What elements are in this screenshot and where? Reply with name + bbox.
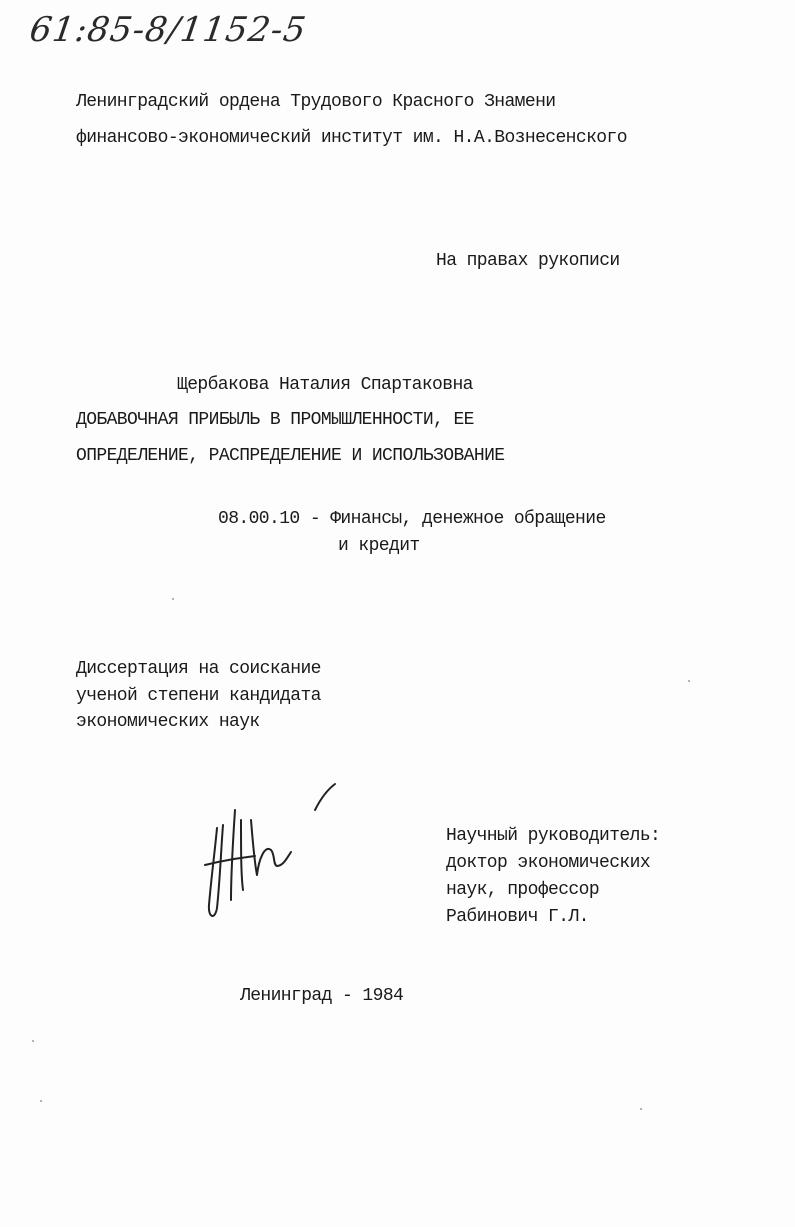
manuscript-rights: На правах рукописи: [436, 251, 620, 271]
specialty-line-2: и кредит: [338, 536, 420, 556]
archive-handwritten-number: 61:85-8/1152-5: [27, 10, 310, 50]
advisor-line-3: наук, профессор: [446, 880, 600, 900]
advisor-line-4: Рабинович Г.Л.: [446, 907, 589, 927]
specialty-line-1: 08.00.10 - Финансы, денежное обращение: [218, 509, 606, 529]
scan-speck: [40, 1100, 42, 1102]
place-and-year: Ленинград - 1984: [240, 986, 404, 1006]
institution-line-2: финансово-экономический институт им. Н.А.Вознесенского: [76, 128, 627, 148]
title-line-2: ОПРЕДЕЛЕНИЕ, РАСПРЕДЕЛЕНИЕ И ИСПОЛЬЗОВАНИЕ: [76, 446, 505, 466]
advisor-line-1: Научный руководитель:: [446, 826, 661, 846]
degree-line-2: ученой степени кандидата: [76, 686, 321, 706]
scan-speck: [172, 598, 174, 600]
handwritten-signature: [195, 780, 345, 930]
degree-line-1: Диссертация на соискание: [76, 659, 321, 679]
advisor-line-2: доктор экономических: [446, 853, 651, 873]
scan-speck: [640, 1108, 642, 1110]
scan-speck: [32, 1040, 34, 1042]
degree-line-3: экономических наук: [76, 712, 260, 732]
institution-line-1: Ленинградский ордена Трудового Красного Знамени: [76, 92, 556, 112]
author-name: Щербакова Наталия Спартаковна: [177, 375, 473, 395]
scan-speck: [688, 680, 690, 682]
title-line-1: ДОБАВОЧНАЯ ПРИБЫЛЬ В ПРОМЫШЛЕННОСТИ, ЕЕ: [76, 410, 474, 430]
